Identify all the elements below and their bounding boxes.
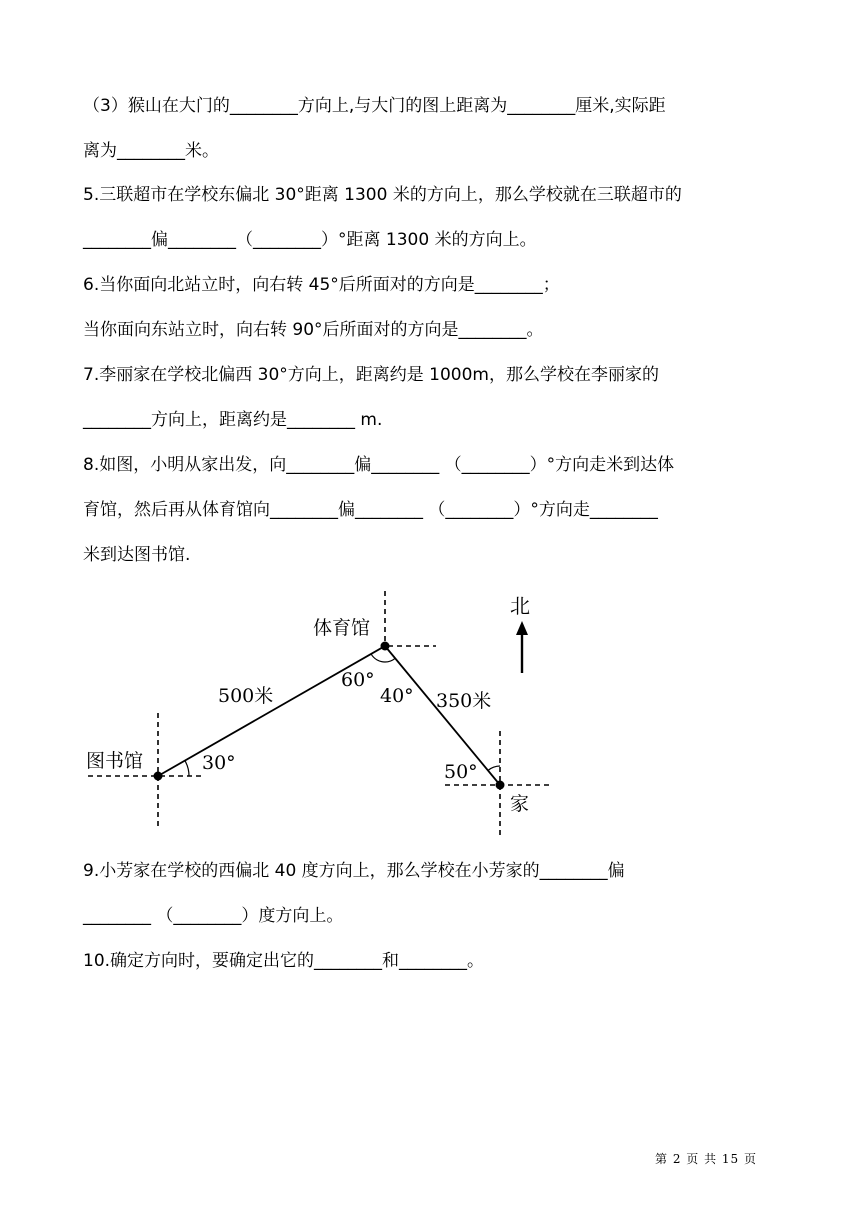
gym-point	[381, 642, 390, 651]
question-line: 7.李丽家在学校北偏西 30°方向上，距离约是 1000m，那么学校在李丽家的	[83, 365, 659, 385]
angle-label: 40°	[380, 685, 414, 707]
north-label: 北	[510, 594, 530, 618]
north-arrow	[516, 621, 528, 673]
angle-label: 60°	[341, 669, 375, 691]
page-footer: 第 2 页 共 15 页	[655, 1152, 757, 1166]
direction-diagram	[70, 585, 570, 840]
question-line: 米到达图书馆.	[83, 545, 191, 565]
gym-label: 体育馆	[313, 617, 371, 639]
library-point	[154, 772, 163, 781]
question-line: 离为________米。	[83, 141, 219, 161]
home-label: 家	[510, 793, 530, 815]
distance-label: 500米	[218, 685, 274, 707]
question-line: 9.小芳家在学校的西偏北 40 度方向上，那么学校在小芳家的________偏	[83, 861, 625, 881]
question-line: 10.确定方向时，要确定出它的________和________。	[83, 951, 485, 971]
question-line: 当你面向东站立时，向右转 90°后所面对的方向是________。	[83, 320, 544, 340]
home-point	[496, 781, 505, 790]
question-line: 5.三联超市在学校东偏北 30°距离 1300 米的方向上，那么学校就在三联超市的	[83, 185, 682, 205]
library-label: 图书馆	[86, 750, 144, 772]
north-arrow-icon	[516, 621, 528, 635]
question-line: ________方向上，距离约是________ m.	[83, 410, 383, 430]
question-line: 8.如图，小明从家出发，向________偏________ （________）°方向走米到达体	[83, 455, 675, 475]
question-line: 育馆，然后再从体育馆向________偏________ （________）°方向走________	[83, 500, 658, 520]
question-line: ________ （________）度方向上。	[83, 906, 344, 926]
question-line: （3）猴山在大门的________方向上,与大门的图上距离为________厘米,实际距	[83, 96, 666, 116]
angle-label: 50°	[444, 761, 478, 783]
angle-label: 30°	[202, 752, 236, 774]
question-line: 6.当你面向北站立时，向右转 45°后所面对的方向是________；	[83, 275, 560, 295]
distance-label: 350米	[436, 690, 492, 712]
question-line: ________偏________（________）°距离 1300 米的方向上。	[83, 230, 537, 250]
